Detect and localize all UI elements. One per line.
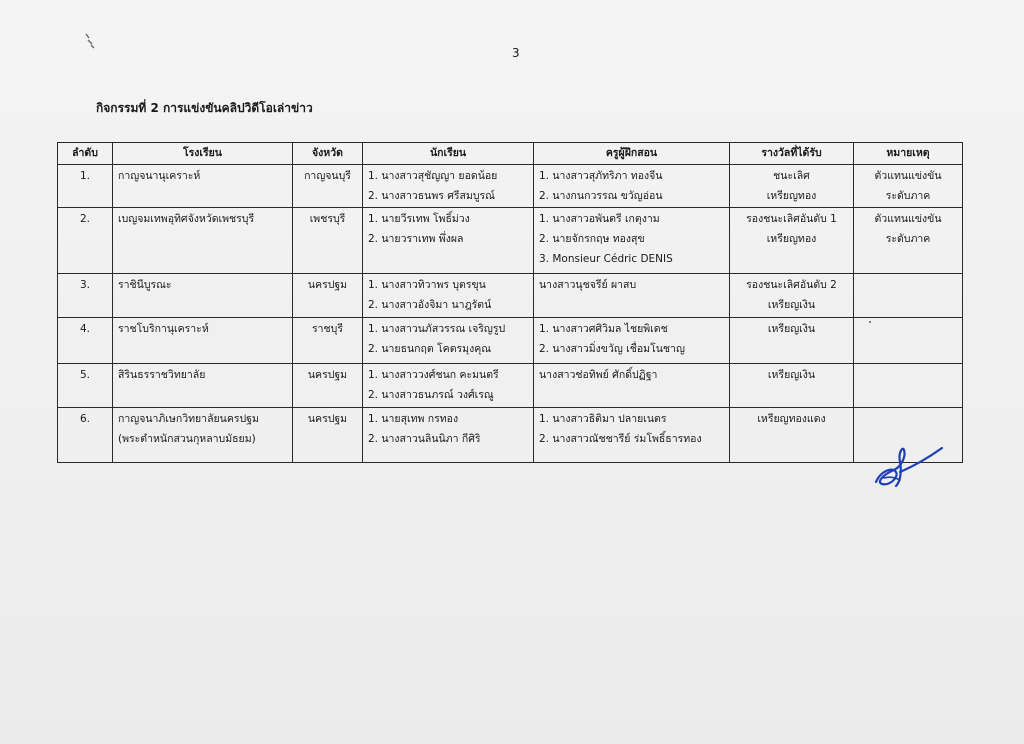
row-note xyxy=(854,318,963,364)
page-number: 3 xyxy=(512,46,520,60)
school-name: ราชินีบูรณะ xyxy=(118,279,172,291)
award-text: เหรียญทอง xyxy=(766,233,817,245)
row-school xyxy=(113,165,293,208)
row-no: 6. xyxy=(58,408,113,463)
row-award xyxy=(730,274,854,318)
row-teachers xyxy=(534,408,730,463)
school-name: (พระตำหนักสวนกุหลาบมัธยม) xyxy=(118,433,256,445)
row-province: ราชบุรี xyxy=(293,318,363,364)
teacher-name: 3. Monsieur Cédric DENIS xyxy=(539,253,673,265)
student-name: 2. นางสาวอังจิมา นาฎรัตน์ xyxy=(368,299,492,311)
row-note xyxy=(854,274,963,318)
row-students xyxy=(363,274,534,318)
teacher-name: 1. นางสาวอพันตรี เกตุงาม xyxy=(539,213,660,225)
row-students xyxy=(363,408,534,463)
teacher-name: 1. นางสาวศศิวิมล ไชยพิเดช xyxy=(539,323,668,335)
award-text: เหรียญเงิน xyxy=(767,299,816,311)
student-name: 1. นางสาวนภัสวรรณ เจริญรูป xyxy=(368,323,506,335)
teacher-name: 2. นางสาวมิ่งขวัญ เชื่อมโนชาญ xyxy=(539,343,685,355)
table-header-row xyxy=(58,143,963,165)
row-school xyxy=(113,364,293,408)
school-name: กาญจนาภิเษกวิทยาลัยนครปฐม xyxy=(118,413,259,425)
teacher-name: 1. นางสาวสุภัทริภา ทองจีน xyxy=(539,170,663,182)
row-school xyxy=(113,208,293,274)
header-no: ลำดับ xyxy=(58,143,113,165)
row-note xyxy=(854,208,963,274)
section-heading: กิจกรรมที่ 2 การแข่งขันคลิปวิดีโอเล่าข่าว xyxy=(96,101,313,115)
row-school xyxy=(113,274,293,318)
row-no: 3. xyxy=(58,274,113,318)
table-row xyxy=(58,274,963,318)
row-note xyxy=(854,165,963,208)
row-province: กาญจนบุรี xyxy=(293,165,363,208)
table-row xyxy=(58,318,963,364)
header-school: โรงเรียน xyxy=(113,143,293,165)
student-name: 2. นางสาวธนภรณ์ วงศ์เรณู xyxy=(368,389,494,401)
row-school xyxy=(113,408,293,463)
row-award xyxy=(730,408,854,463)
row-award xyxy=(730,318,854,364)
award-text: เหรียญทอง xyxy=(766,190,817,202)
row-no: 1. xyxy=(58,165,113,208)
student-name: 1. นางสาววงศ์ชนก คะมนตรี xyxy=(368,369,499,381)
row-school xyxy=(113,318,293,364)
row-province: นครปฐม xyxy=(293,364,363,408)
row-teachers xyxy=(534,165,730,208)
teacher-name: 1. นางสาวธิติมา ปลายเนตร xyxy=(539,413,667,425)
table-row xyxy=(58,408,963,463)
staple-mark-icon xyxy=(84,32,96,50)
teacher-name: 2. นางกนกวรรณ ขวัญอ่อน xyxy=(539,190,663,202)
row-students xyxy=(363,318,534,364)
teacher-name: นางสาวช่อทิพย์ ศักดิ์ปฏิฐา xyxy=(539,369,658,381)
row-award xyxy=(730,208,854,274)
results-table xyxy=(57,142,963,463)
table-row xyxy=(58,208,963,274)
row-students xyxy=(363,165,534,208)
header-award: รางวัลที่ได้รับ xyxy=(730,143,854,165)
header-teachers: ครูผู้ฝึกสอน xyxy=(534,143,730,165)
row-province: เพชรบุรี xyxy=(293,208,363,274)
award-text: ชนะเลิศ xyxy=(773,170,810,182)
student-name: 1. นายสุเทพ กรทอง xyxy=(368,413,459,425)
header-province: จังหวัด xyxy=(293,143,363,165)
note-text: ระดับภาค xyxy=(885,190,931,202)
row-no: 5. xyxy=(58,364,113,408)
student-name: 2. นางสาวธนพร ศรีสมบูรณ์ xyxy=(368,190,495,202)
school-name: ราชโบริกานุเคราะห์ xyxy=(118,323,209,335)
student-name: 1. นางสาวสุชัญญา ยอดน้อย xyxy=(368,170,498,182)
student-name: 2. นายธนกฤต โคตรมุงคุณ xyxy=(368,343,491,355)
row-no: 2. xyxy=(58,208,113,274)
teacher-name: 2. นางสาวณัชชารีย์ ร่มโพธิ์ธารทอง xyxy=(539,433,702,445)
row-province: นครปฐม xyxy=(293,274,363,318)
student-name: 1. นายวีรเทพ โพธิ์ม่วง xyxy=(368,213,470,225)
row-note xyxy=(854,364,963,408)
row-province: นครปฐม xyxy=(293,408,363,463)
teacher-name: 2. นายจักรกฤษ ทองสุข xyxy=(539,233,645,245)
student-name: 1. นางสาวทิวาพร บุตรขุน xyxy=(368,279,486,291)
student-name: 2. นางสาวนลินนิภา กีศิริ xyxy=(368,433,481,445)
award-text: เหรียญเงิน xyxy=(767,323,816,335)
award-text: รองชนะเลิศอันดับ 2 xyxy=(746,279,837,291)
award-text: เหรียญทองแดง xyxy=(757,413,826,425)
award-text: รองชนะเลิศอันดับ 1 xyxy=(746,213,837,225)
student-name: 2. นายวราเทพ พึ่งผล xyxy=(368,233,464,245)
row-teachers xyxy=(534,364,730,408)
school-name: สิรินธรราชวิทยาลัย xyxy=(118,369,206,381)
table-row xyxy=(58,165,963,208)
school-name: เบญจมเทพอุทิศจังหวัดเพชรบุรี xyxy=(118,213,255,225)
row-no: 4. xyxy=(58,318,113,364)
award-text: เหรียญเงิน xyxy=(767,369,816,381)
teacher-name: นางสาวนุชจรีย์ ผาสบ xyxy=(539,279,637,291)
header-note: หมายเหตุ xyxy=(854,143,963,165)
row-award xyxy=(730,165,854,208)
row-students xyxy=(363,208,534,274)
note-text: ตัวแทนแข่งขัน xyxy=(874,213,942,225)
note-text: ตัวแทนแข่งขัน xyxy=(874,170,942,182)
row-award xyxy=(730,364,854,408)
note-text: ระดับภาค xyxy=(885,233,931,245)
row-teachers xyxy=(534,274,730,318)
ink-dot-icon xyxy=(868,320,872,324)
signature-icon xyxy=(870,442,946,490)
row-teachers xyxy=(534,318,730,364)
header-students: นักเรียน xyxy=(363,143,534,165)
row-teachers xyxy=(534,208,730,274)
table-row xyxy=(58,364,963,408)
row-students xyxy=(363,364,534,408)
school-name: กาญจนานุเคราะห์ xyxy=(118,170,201,182)
